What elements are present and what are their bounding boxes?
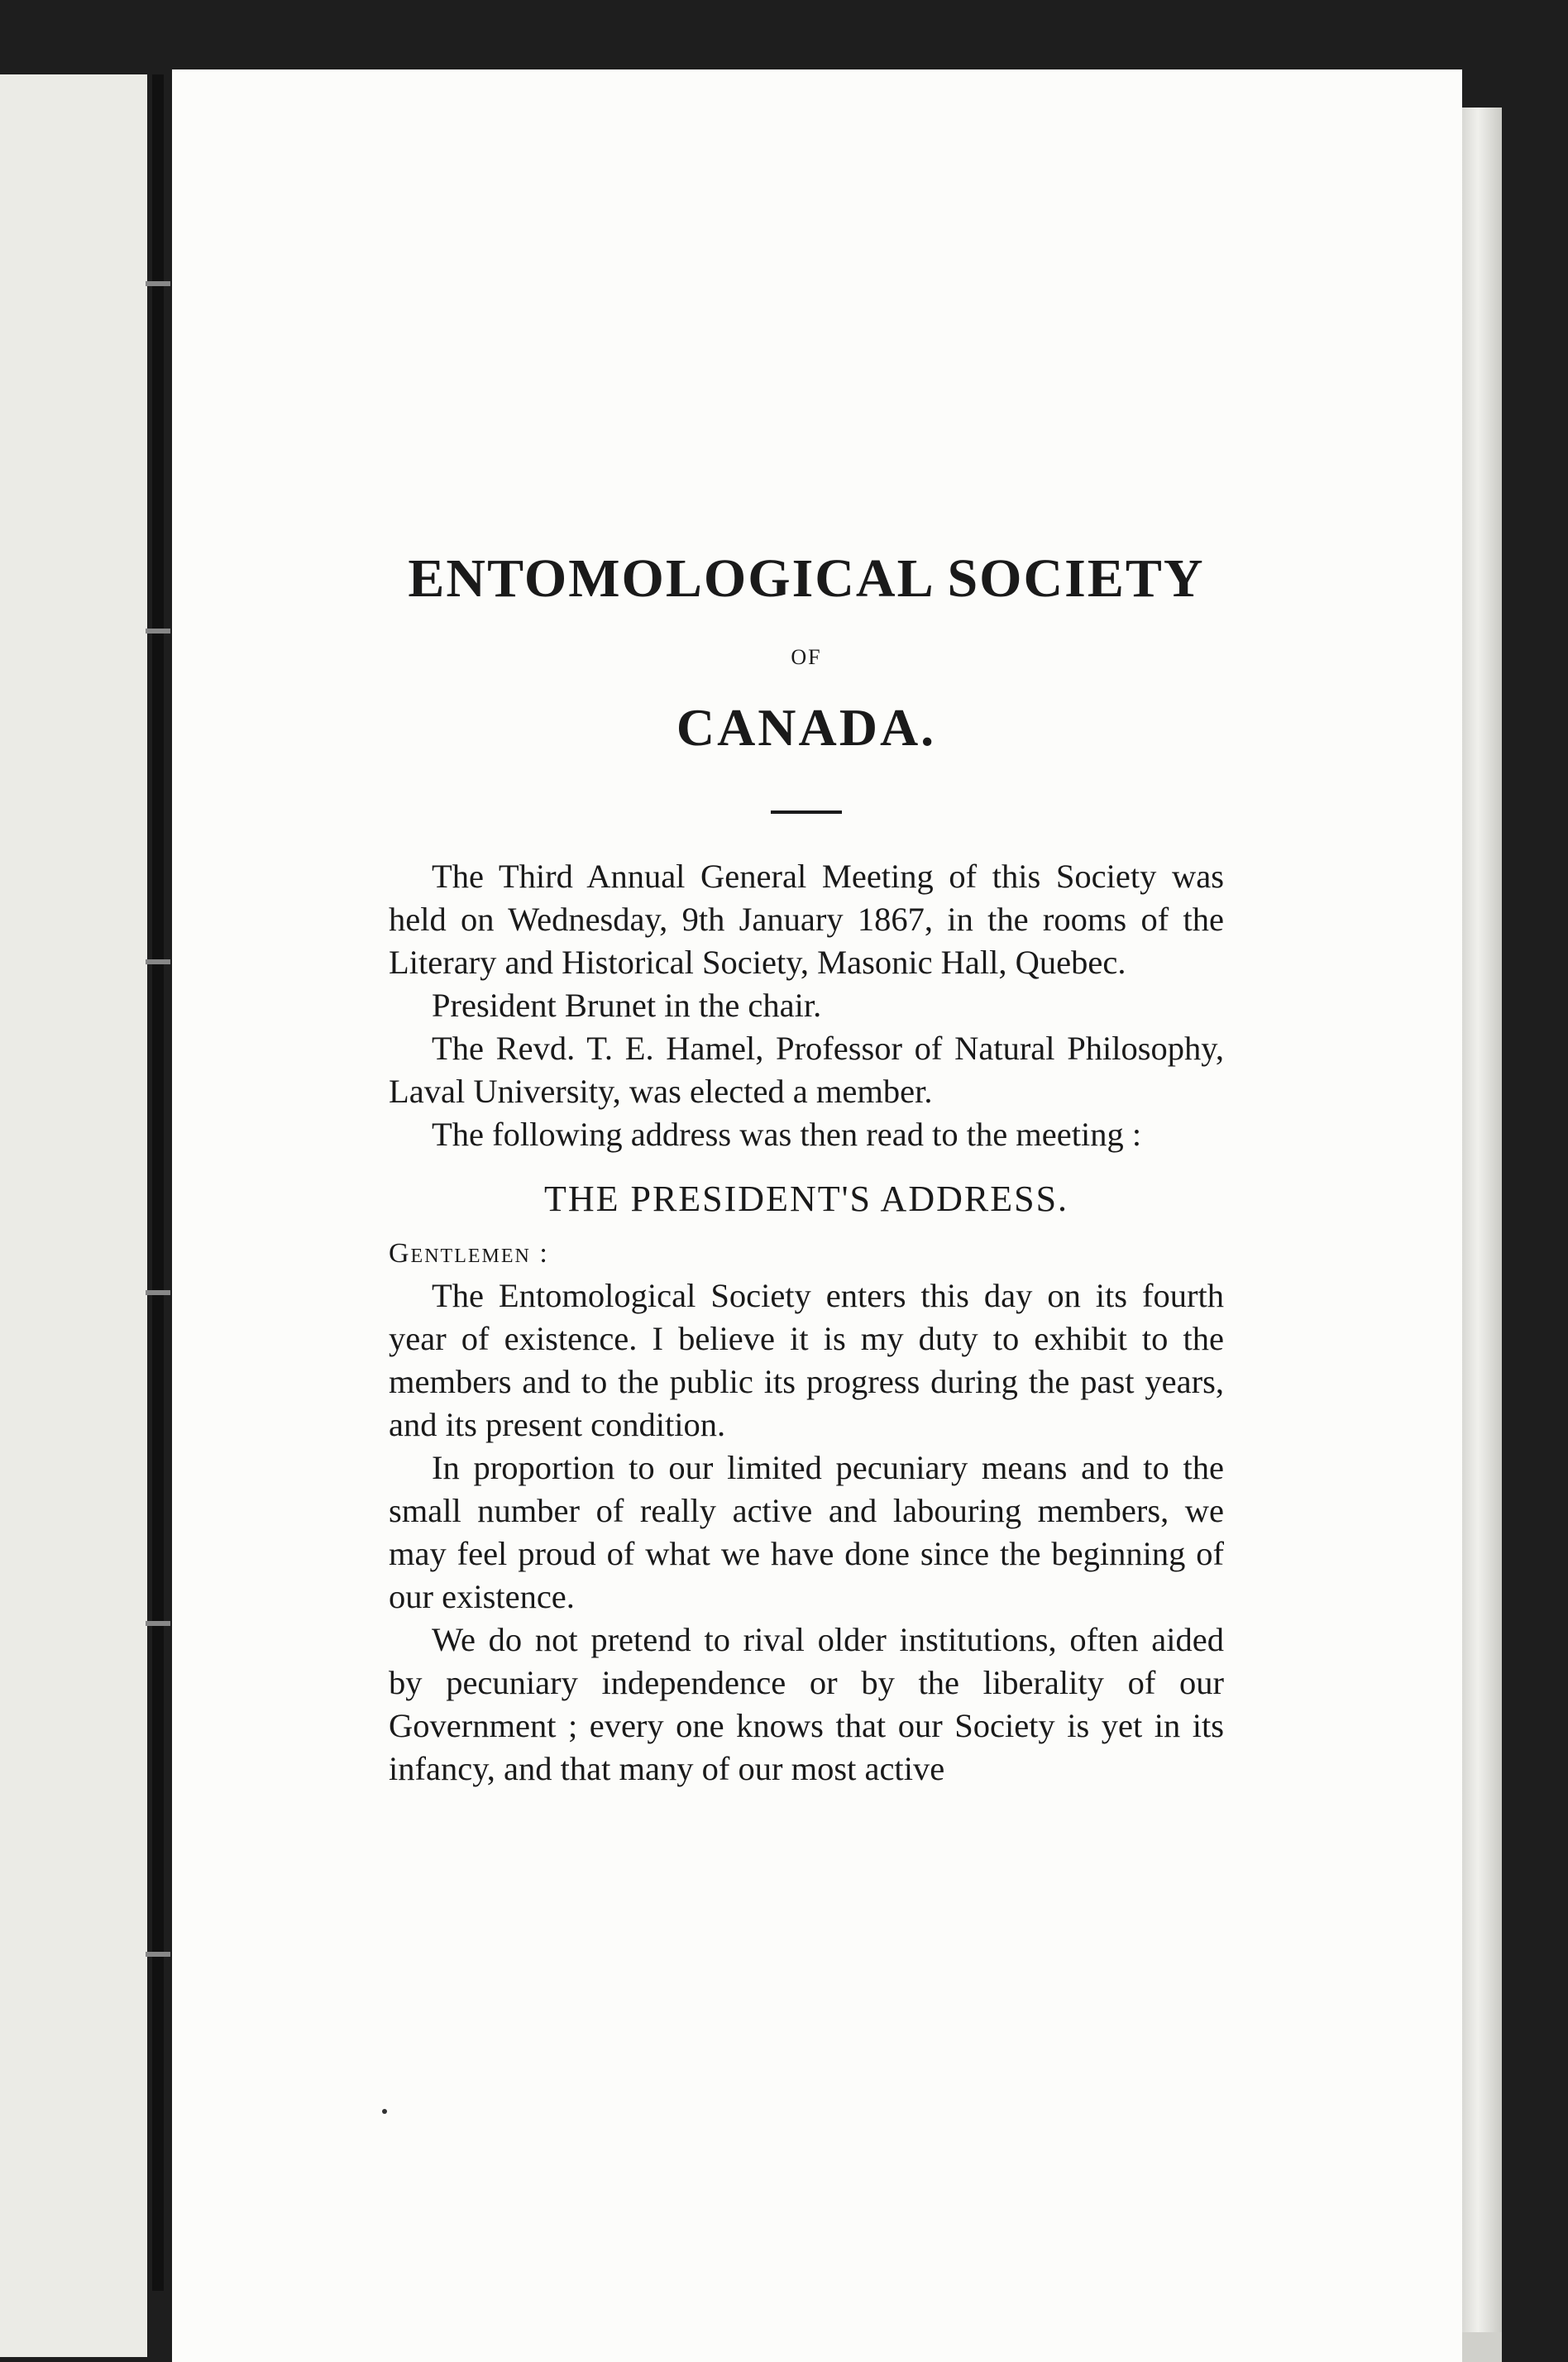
facing-page-strip [0, 74, 147, 2357]
address-heading: THE PRESIDENT'S ADDRESS. [543, 1179, 1069, 1219]
society-title: ENTOMOLOGICAL SOCIETY [408, 548, 1205, 609]
intro-paragraph: The Revd. T. E. Hamel, Professor of Natural Philosophy, Laval University, was elected a member. [389, 1030, 1224, 1110]
binding-thread [146, 1621, 170, 1626]
ink-speck [382, 2109, 387, 2114]
binding-thread [146, 1290, 170, 1295]
title-of: OF [791, 645, 822, 669]
binding-thread [146, 629, 170, 634]
address-paragraph: In proportion to our limited pecuniary means and to the small number of really active and labouring members, we may feel proud of what we have done since the beginning of our existence. [389, 1449, 1224, 1615]
binding-thread [146, 1952, 170, 1957]
title-rule [771, 810, 842, 814]
intro-paragraph: The following address was then read to the meeting : [432, 1116, 1142, 1153]
salutation: Gentlemen : [389, 1238, 549, 1269]
title-canada: CANADA. [676, 698, 937, 757]
page-edge-stack [1462, 108, 1502, 2357]
binding-spine [152, 74, 164, 2291]
address-paragraph: The Entomological Society enters this day on its fourth year of existence. I believe it is my duty to exhibit to the members and to the public its progress during the past years, and its present condition. [389, 1277, 1224, 1443]
binding-thread [146, 281, 170, 286]
binding-thread [146, 959, 170, 964]
address-paragraph: We do not pretend to rival older institutions, often aided by pecuniary independence or by the liberality of our Government ; every one knows that our Society is yet in its infancy, and that many of our most active [389, 1621, 1224, 1787]
intro-paragraph: President Brunet in the chair. [432, 987, 822, 1024]
page-content [389, 546, 1224, 1791]
intro-paragraph: The Third Annual General Meeting of this Society was held on Wednesday, 9th January 1867, in the rooms of the Literary and Historical Society, Masonic Hall, Quebec. [389, 858, 1224, 981]
